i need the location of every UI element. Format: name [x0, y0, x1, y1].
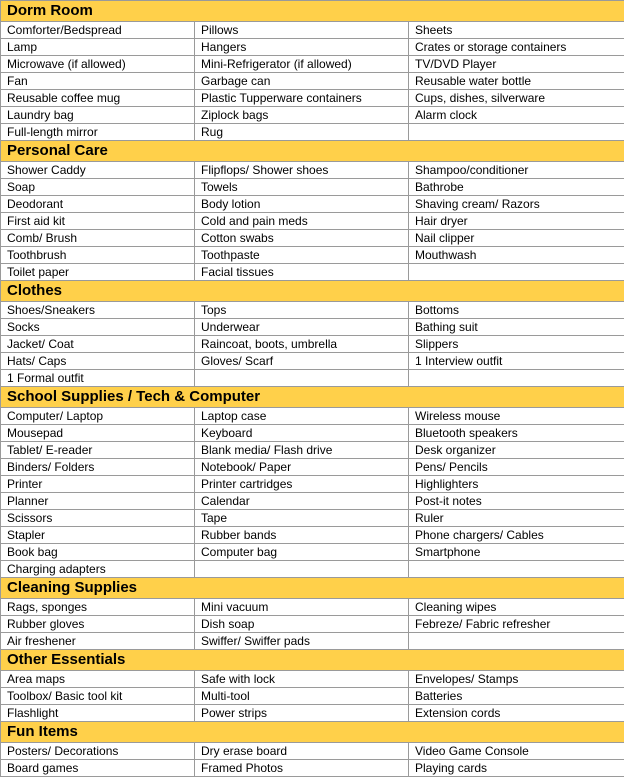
section-header-row [1, 141, 624, 162]
checklist-item-cell: Mini vacuum [195, 599, 409, 616]
checklist-item-cell: Printer cartridges [195, 476, 409, 493]
checklist-item-cell: Phone chargers/ Cables [409, 527, 624, 544]
checklist-item-cell: Toolbox/ Basic tool kit [1, 688, 195, 705]
checklist-item-cell: Dish soap [195, 616, 409, 633]
checklist-item-cell: Crates or storage containers [409, 39, 624, 56]
checklist-item-cell: Mouthwash [409, 247, 624, 264]
checklist-item-cell: Dry erase board [195, 743, 409, 760]
checklist-item-cell: Deodorant [1, 196, 195, 213]
checklist-item-cell: Calendar [195, 493, 409, 510]
section-title: Fun Items [1, 722, 624, 743]
table-row [1, 705, 624, 722]
checklist-item-cell: Area maps [1, 671, 195, 688]
checklist-item-cell: Hair dryer [409, 213, 624, 230]
checklist-item-cell: Rubber gloves [1, 616, 195, 633]
checklist-item-cell [195, 370, 409, 387]
table-row [1, 743, 624, 760]
checklist-item-cell: Socks [1, 319, 195, 336]
table-row [1, 688, 624, 705]
section-title: Dorm Room [1, 1, 624, 22]
checklist-item-cell: Tablet/ E-reader [1, 442, 195, 459]
checklist-item-cell: Post-it notes [409, 493, 624, 510]
table-row [1, 336, 624, 353]
table-row [1, 162, 624, 179]
checklist-item-cell: Bathrobe [409, 179, 624, 196]
checklist-item-cell: Raincoat, boots, umbrella [195, 336, 409, 353]
checklist-item-cell: Video Game Console [409, 743, 624, 760]
checklist-item-cell: Jacket/ Coat [1, 336, 195, 353]
checklist-item-cell: Swiffer/ Swiffer pads [195, 633, 409, 650]
checklist-item-cell: Plastic Tupperware containers [195, 90, 409, 107]
table-row [1, 230, 624, 247]
table-row [1, 247, 624, 264]
checklist-item-cell [409, 264, 624, 281]
table-row [1, 213, 624, 230]
checklist-item-cell: Garbage can [195, 73, 409, 90]
checklist-item-cell: Shoes/Sneakers [1, 302, 195, 319]
checklist-item-cell [409, 124, 624, 141]
checklist-item-cell: Envelopes/ Stamps [409, 671, 624, 688]
checklist-item-cell: Tops [195, 302, 409, 319]
checklist-item-cell: Cups, dishes, silverware [409, 90, 624, 107]
checklist-item-cell: Charging adapters [1, 561, 195, 578]
section-header-row [1, 650, 624, 671]
table-row [1, 633, 624, 650]
checklist-item-cell: Slippers [409, 336, 624, 353]
checklist-item-cell: Rubber bands [195, 527, 409, 544]
table-row [1, 476, 624, 493]
checklist-item-cell: Comb/ Brush [1, 230, 195, 247]
table-row [1, 493, 624, 510]
checklist-item-cell: Flipflops/ Shower shoes [195, 162, 409, 179]
table-row [1, 302, 624, 319]
checklist-item-cell: Power strips [195, 705, 409, 722]
checklist-item-cell: Safe with lock [195, 671, 409, 688]
checklist-item-cell: Shower Caddy [1, 162, 195, 179]
section-title: School Supplies / Tech & Computer [1, 387, 624, 408]
checklist-item-cell: Shampoo/conditioner [409, 162, 624, 179]
checklist-item-cell: Highlighters [409, 476, 624, 493]
checklist-item-cell: Multi-tool [195, 688, 409, 705]
checklist-item-cell [409, 633, 624, 650]
checklist-item-cell: Posters/ Decorations [1, 743, 195, 760]
checklist-item-cell: Towels [195, 179, 409, 196]
checklist-item-cell: Reusable coffee mug [1, 90, 195, 107]
checklist-item-cell: Smartphone [409, 544, 624, 561]
checklist-item-cell: Blank media/ Flash drive [195, 442, 409, 459]
checklist-item-cell: Cotton swabs [195, 230, 409, 247]
checklist-item-cell: Cold and pain meds [195, 213, 409, 230]
checklist-item-cell: Extension cords [409, 705, 624, 722]
checklist-item-cell: Bathing suit [409, 319, 624, 336]
checklist-item-cell: Cleaning wipes [409, 599, 624, 616]
checklist-item-cell: Toilet paper [1, 264, 195, 281]
section-header-row [1, 578, 624, 599]
checklist-item-cell: 1 Formal outfit [1, 370, 195, 387]
checklist-item-cell: Mousepad [1, 425, 195, 442]
section-title: Personal Care [1, 141, 624, 162]
table-row [1, 425, 624, 442]
checklist-item-cell: Gloves/ Scarf [195, 353, 409, 370]
checklist-item-cell: Nail clipper [409, 230, 624, 247]
checklist-item-cell: Binders/ Folders [1, 459, 195, 476]
checklist-item-cell: Mini-Refrigerator (if allowed) [195, 56, 409, 73]
table-row [1, 353, 624, 370]
checklist-item-cell: Febreze/ Fabric refresher [409, 616, 624, 633]
checklist-item-cell: 1 Interview outfit [409, 353, 624, 370]
checklist-item-cell: Laptop case [195, 408, 409, 425]
checklist-item-cell: Fan [1, 73, 195, 90]
checklist-item-cell: Playing cards [409, 760, 624, 777]
table-row [1, 196, 624, 213]
checklist-item-cell: Lamp [1, 39, 195, 56]
checklist-item-cell: Tape [195, 510, 409, 527]
checklist-item-cell: Pillows [195, 22, 409, 39]
checklist-item-cell: Shaving cream/ Razors [409, 196, 624, 213]
table-row [1, 760, 624, 777]
checklist-item-cell: Ziplock bags [195, 107, 409, 124]
section-title: Clothes [1, 281, 624, 302]
checklist-item-cell [409, 370, 624, 387]
table-row [1, 370, 624, 387]
checklist-item-cell: Rags, sponges [1, 599, 195, 616]
table-row [1, 22, 624, 39]
checklist-item-cell: First aid kit [1, 213, 195, 230]
table-row [1, 544, 624, 561]
checklist-item-cell: Batteries [409, 688, 624, 705]
section-header-row [1, 1, 624, 22]
checklist-item-cell: Alarm clock [409, 107, 624, 124]
table-row [1, 408, 624, 425]
checklist-item-cell: Book bag [1, 544, 195, 561]
section-header-row [1, 387, 624, 408]
checklist-item-cell: Desk organizer [409, 442, 624, 459]
table-row [1, 459, 624, 476]
checklist-item-cell: Full-length mirror [1, 124, 195, 141]
checklist-item-cell: Hats/ Caps [1, 353, 195, 370]
table-row [1, 39, 624, 56]
table-row [1, 90, 624, 107]
table-row [1, 73, 624, 90]
checklist-item-cell: Ruler [409, 510, 624, 527]
table-row [1, 179, 624, 196]
section-title: Cleaning Supplies [1, 578, 624, 599]
table-row [1, 510, 624, 527]
table-row [1, 599, 624, 616]
checklist-item-cell: Scissors [1, 510, 195, 527]
checklist-item-cell: Wireless mouse [409, 408, 624, 425]
table-row [1, 107, 624, 124]
checklist-item-cell: Hangers [195, 39, 409, 56]
checklist-body [1, 1, 624, 777]
table-row [1, 671, 624, 688]
table-row [1, 442, 624, 459]
table-row [1, 527, 624, 544]
checklist-item-cell: Stapler [1, 527, 195, 544]
checklist-item-cell: Sheets [409, 22, 624, 39]
checklist-item-cell: Printer [1, 476, 195, 493]
checklist-item-cell: TV/DVD Player [409, 56, 624, 73]
checklist-item-cell: Microwave (if allowed) [1, 56, 195, 73]
checklist-item-cell: Bottoms [409, 302, 624, 319]
checklist-item-cell [409, 561, 624, 578]
table-row [1, 561, 624, 578]
checklist-item-cell: Facial tissues [195, 264, 409, 281]
checklist-item-cell: Rug [195, 124, 409, 141]
section-header-row [1, 722, 624, 743]
checklist-item-cell: Toothpaste [195, 247, 409, 264]
checklist-item-cell: Keyboard [195, 425, 409, 442]
checklist-item-cell: Planner [1, 493, 195, 510]
checklist-item-cell: Toothbrush [1, 247, 195, 264]
checklist-item-cell: Computer bag [195, 544, 409, 561]
checklist-item-cell: Notebook/ Paper [195, 459, 409, 476]
checklist-item-cell: Framed Photos [195, 760, 409, 777]
checklist-item-cell: Computer/ Laptop [1, 408, 195, 425]
checklist-item-cell: Body lotion [195, 196, 409, 213]
checklist-item-cell: Soap [1, 179, 195, 196]
section-title: Other Essentials [1, 650, 624, 671]
checklist-item-cell: Underwear [195, 319, 409, 336]
checklist-item-cell: Laundry bag [1, 107, 195, 124]
checklist-item-cell [195, 561, 409, 578]
checklist-item-cell: Pens/ Pencils [409, 459, 624, 476]
checklist-item-cell: Air freshener [1, 633, 195, 650]
checklist-item-cell: Flashlight [1, 705, 195, 722]
checklist-item-cell: Bluetooth speakers [409, 425, 624, 442]
table-row [1, 124, 624, 141]
checklist-item-cell: Board games [1, 760, 195, 777]
table-row [1, 616, 624, 633]
table-row [1, 56, 624, 73]
table-row [1, 319, 624, 336]
table-row [1, 264, 624, 281]
checklist-item-cell: Comforter/Bedspread [1, 22, 195, 39]
section-header-row [1, 281, 624, 302]
checklist-item-cell: Reusable water bottle [409, 73, 624, 90]
